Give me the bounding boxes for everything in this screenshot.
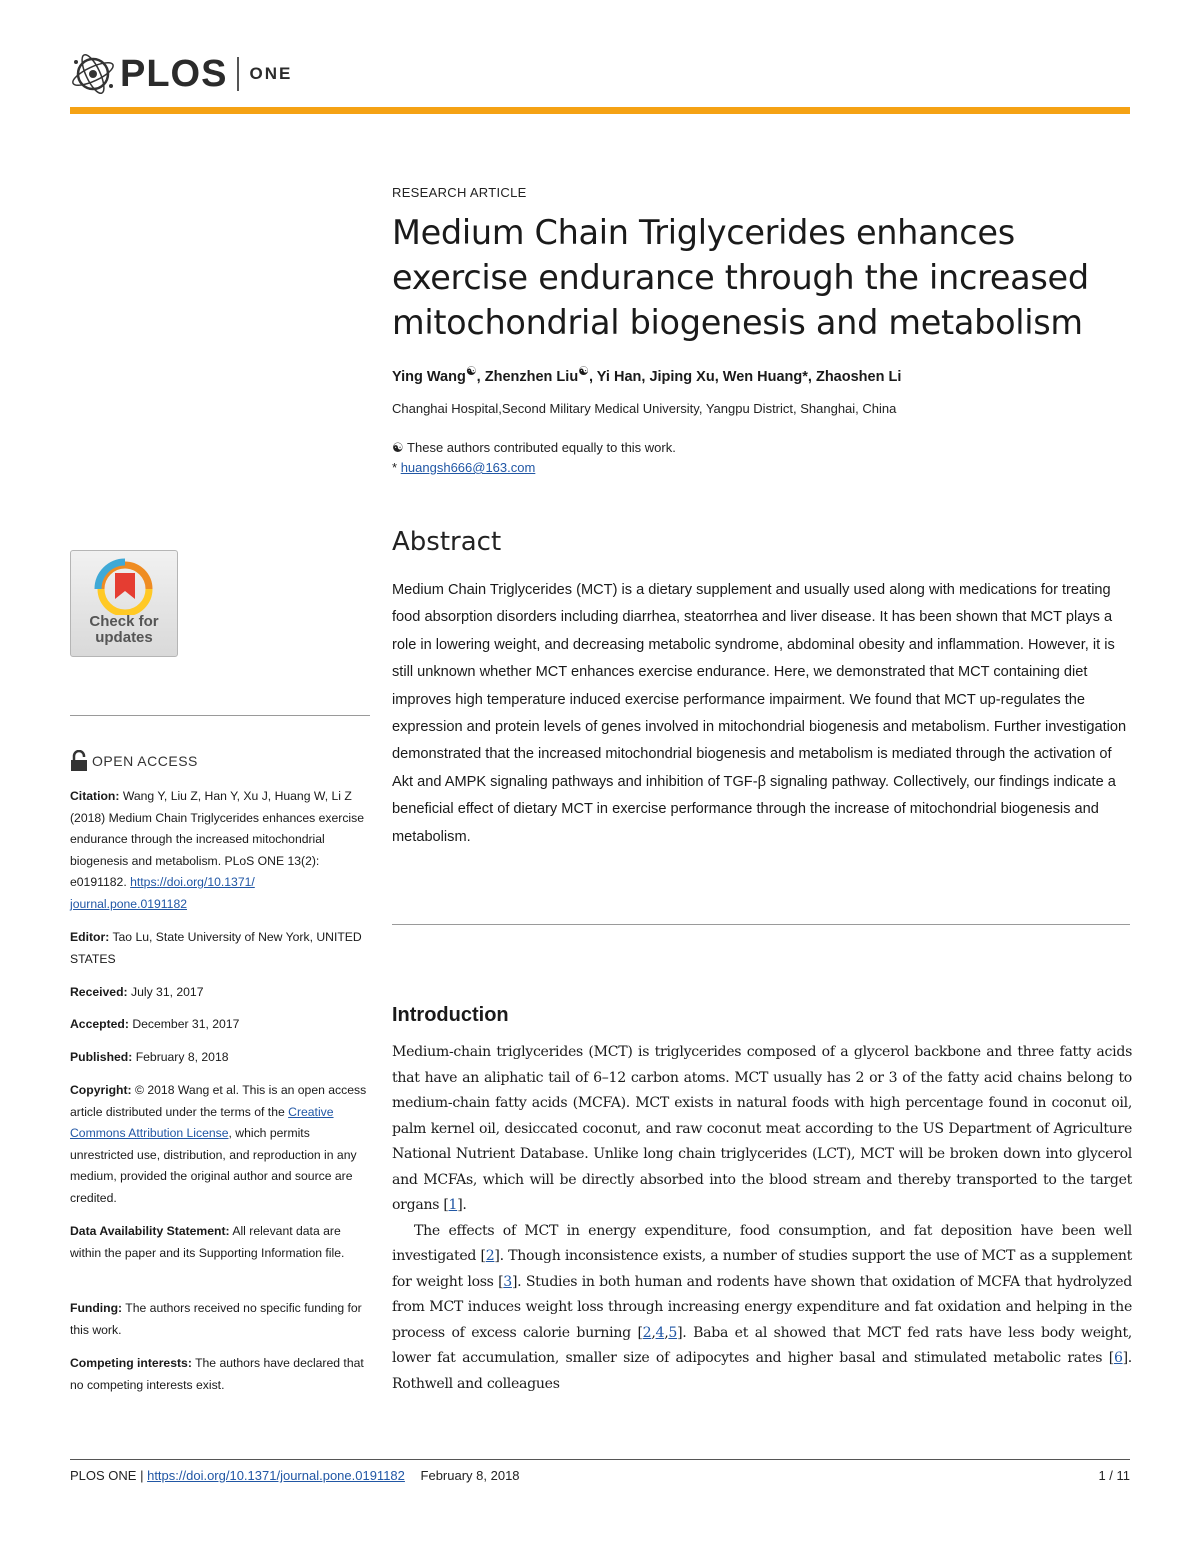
competing-interests-text: The authors have declared that no competing interests exist. [70, 1356, 364, 1392]
received-block [70, 982, 370, 1004]
funding-block [70, 1298, 370, 1341]
copyright-block [70, 1080, 370, 1209]
corresponding-email [392, 460, 535, 475]
corresponding-mark: * [392, 460, 398, 475]
citation-label: Citation: [70, 789, 120, 803]
plos-wordmark: PLOS [120, 52, 228, 95]
author-4: Jiping Xu, [649, 368, 723, 385]
data-availability-block [70, 1221, 370, 1264]
editor-block [70, 927, 370, 970]
data-availability-label: Data Availability Statement: [70, 1224, 230, 1238]
editor-label: Editor: [70, 930, 110, 944]
crossmark-icon [93, 555, 157, 615]
ref-link-6[interactable]: 6 [1113, 1350, 1123, 1366]
check-for-updates-label: Check for updates [89, 613, 159, 646]
ref-link-1[interactable]: 1 [448, 1197, 458, 1213]
page-number: 1 / 11 [1098, 1468, 1130, 1483]
copyright-label: Copyright: [70, 1083, 132, 1097]
author-6: Zhaoshen Li [815, 368, 902, 385]
check-for-updates-badge[interactable] [70, 550, 178, 657]
header-accent-bar [70, 107, 1130, 114]
logo-divider [237, 57, 239, 91]
affiliation: Changhai Hospital,Second Military Medical University, Yangpu District, Shanghai, China [392, 401, 897, 416]
author-5: Wen Huang*, [722, 368, 816, 385]
author-1: Ying Wang☯, [392, 364, 485, 385]
ref-link-4[interactable]: 4 [655, 1324, 665, 1341]
footer-date: February 8, 2018 [420, 1468, 520, 1483]
intro-paragraph-1: Medium-chain triglycerides (MCT) is triglycerides composed of a glycerol backbone and three fatty acids that have an aliphatic tail of 6–12 carbon atoms. MCT usually has 2 or 3 of the fatty acid chains belong to medium-chain fatty acids (MCFA). MCT exists in natural foods with high percentage found in coconut oil, palm kernel oil, desiccated coconut, and raw coconut meat according to the US Department of Agriculture National Nutrient Database. Unlike long chain triglycerides (LCT), MCT will be broken down into glycerol and MCFAs, which will be directly absorbed into the blood stream and thereby transported to the target organs [1]. [392, 1044, 1132, 1213]
citation-text: Wang Y, Liu Z, Han Y, Xu J, Huang W, Li Z (2018) Medium Chain Triglycerides enhances exercise endurance through the increased mitochondrial biogenesis and metabolism. PLoS ONE 13(2): e0191182. [70, 789, 364, 889]
accepted-date: December 31, 2017 [132, 1017, 240, 1031]
abstract-heading: Abstract [392, 527, 502, 557]
introduction-body [392, 1040, 1132, 1397]
ref-link-3[interactable]: 3 [503, 1273, 512, 1290]
footer-doi-link[interactable]: https://doi.org/10.1371/journal.pone.0191182 [147, 1468, 405, 1483]
author-3: Yi Han, [596, 368, 650, 385]
article-title: Medium Chain Triglycerides enhances exercise endurance through the increased mitochondrial biogenesis and metabolism [392, 213, 1089, 342]
received-date: July 31, 2017 [130, 985, 204, 999]
ref-link-5[interactable]: 5 [668, 1324, 678, 1341]
equal-contribution-text: These authors contributed equally to this work. [407, 440, 676, 455]
open-access-text: OPEN ACCESS [92, 753, 198, 769]
license-link[interactable]: Creative Commons Attribution License [70, 1104, 334, 1140]
one-wordmark: ONE [249, 64, 293, 83]
citation-doi-link[interactable]: https://doi.org/10.1371/ journal.pone.0191182 [70, 875, 255, 911]
abstract-text: Medium Chain Triglycerides (MCT) is a dietary supplement and usually used along with medications for treating food absorption disorders including diarrhea, steatorrhea and liver disease. It has been shown that MCT plays a role in lowering weight, and decreasing metabolic syndrome, abdominal obesity and inflammation. However, it is still unknown whether MCT enhances exercise endurance. Here, we demonstrated that MCT containing diet improves high temperature induced exercise performance impairment. We found that MCT up-regulates the expression and protein levels of genes involved in mitochondrial biogenesis and metabolism. Further investigation demonstrated that the increased mitochondrial biogenesis and metabolism is mediated through the activation of Akt and AMPK signaling pathways and inhibition of TGF-β signaling pathway. Collectively, our findings indicate a beneficial effect of dietary MCT in exercise performance through the increase of mitochondrial biogenesis and metabolism. [392, 582, 1127, 845]
ref-link-2[interactable]: 2 [485, 1248, 495, 1264]
plos-logo [70, 52, 292, 96]
equal-contribution-note [392, 440, 676, 456]
page-footer [70, 1468, 1130, 1483]
left-divider [70, 715, 370, 716]
funding-label: Funding: [70, 1301, 123, 1315]
plos-globe-icon [70, 52, 116, 96]
author-2: Zhenzhen Liu☯, [484, 364, 597, 385]
introduction-heading: Introduction [392, 1004, 509, 1026]
equal-contribution-icon: ☯ [392, 440, 404, 455]
editor-text: Tao Lu, State University of New York, UNITED STATES [70, 930, 362, 966]
copyright-text-cont: , which permits unrestricted use, distribution, and reproduction in any medium, provided the original author and source are credited. [70, 1126, 357, 1205]
funding-text: The authors received no specific funding for this work. [70, 1301, 362, 1337]
author-list [392, 364, 901, 385]
competing-interests-label: Competing interests: [70, 1356, 192, 1370]
accepted-label: Accepted: [70, 1017, 129, 1031]
competing-interests-block [70, 1353, 370, 1396]
abstract-divider [392, 924, 1130, 925]
copyright-text: © 2018 Wang et al. This is an open access article distributed under the terms of the [70, 1083, 367, 1119]
published-date: February 8, 2018 [135, 1050, 229, 1064]
received-label: Received: [70, 985, 128, 999]
published-block [70, 1047, 370, 1069]
footer-divider [70, 1459, 1130, 1460]
footer-journal: PLOS ONE | [70, 1468, 144, 1483]
published-label: Published: [70, 1050, 133, 1064]
intro-paragraph-2: The effects of MCT in energy expenditure, food consumption, and fat deposition have been well investigated [2]. Though inconsistence exists, a number of studies support the use of MCT as a supplement for weight loss [3]. Studies in both human and rodents have shown that oxidation of MCFA that hydrolyzed from MCT induces weight loss through increasing energy expenditure and fat oxidation and helping in the process of excess calorie burning [2,4,5]. Baba et al showed that MCT fed rats have less body weight, lower fat accumulation, smaller size of adipocytes and higher basal and stimulated metabolic rates [6]. Rothwell and colleagues [392, 1222, 1132, 1392]
ref-link-2b[interactable]: 2 [642, 1324, 652, 1341]
accepted-block [70, 1014, 370, 1036]
email-link[interactable]: huangsh666@163.com [400, 460, 536, 475]
data-availability-text: All relevant data are within the paper and its Supporting Information file. [70, 1224, 345, 1260]
article-type: RESEARCH ARTICLE [392, 185, 527, 200]
open-lock-icon [70, 750, 88, 772]
citation-block [70, 786, 370, 915]
open-access-label [70, 748, 198, 774]
